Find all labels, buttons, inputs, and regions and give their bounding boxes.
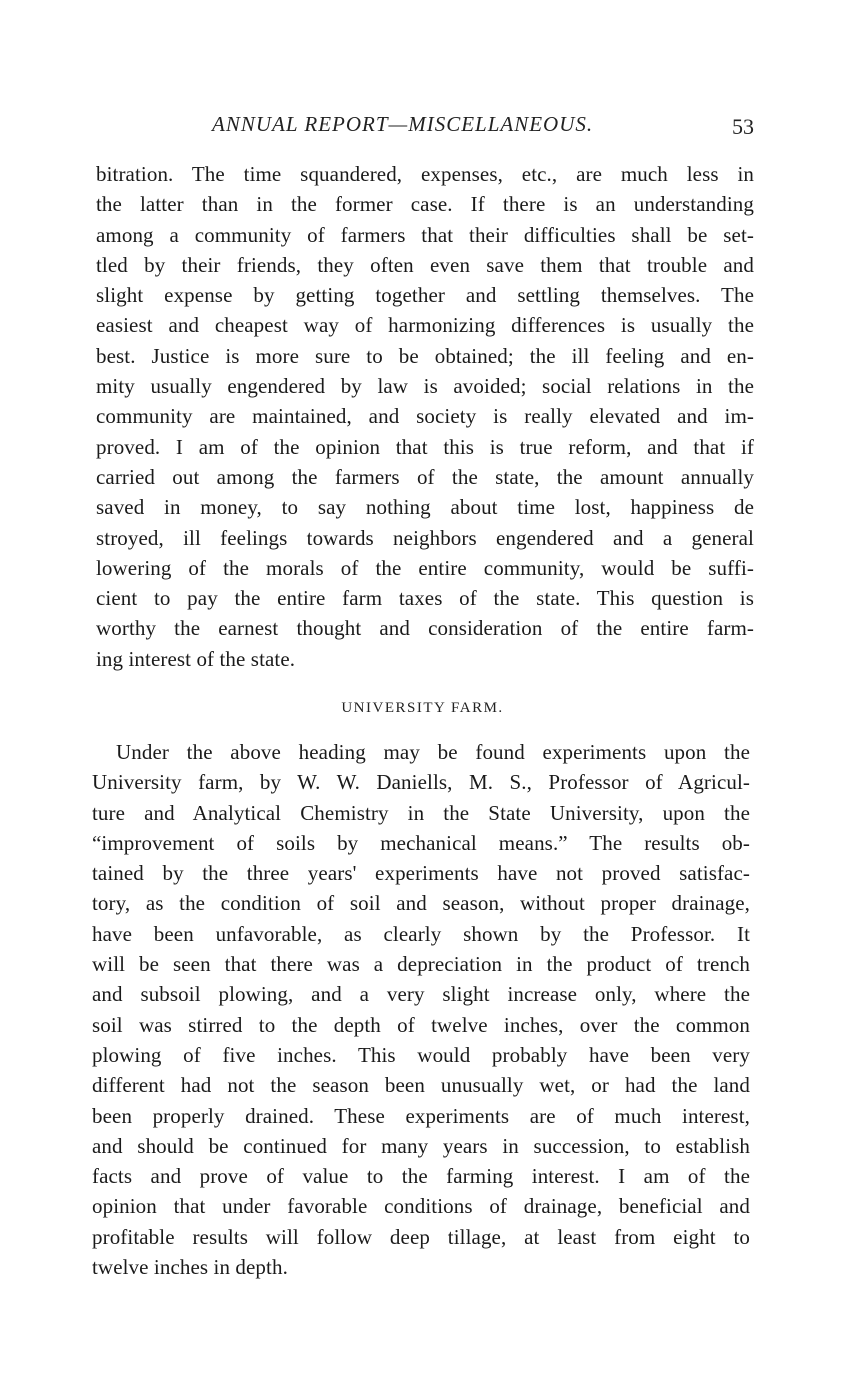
text-line: mity usually engendered by law is avoided; social relations in the — [96, 374, 754, 399]
text-line: lowering of the morals of the entire community, would be suffi- — [96, 555, 754, 580]
text-line: “improvement of soils by mechanical means.” The results ob- — [92, 830, 750, 855]
text-line: plowing of five inches. This would probably have been very — [92, 1042, 750, 1067]
text-line: the latter than in the former case. If there is an understanding — [96, 192, 754, 217]
text-line: opinion that under favorable conditions of drainage, beneficial and — [92, 1194, 750, 1219]
text-line: stroyed, ill feelings towards neighbors engendered and a general — [96, 525, 754, 550]
running-title: ANNUAL REPORT—MISCELLANEOUS. — [212, 112, 594, 136]
text-line: and should be continued for many years in succession, to establish — [92, 1133, 750, 1158]
text-line: best. Justice is more sure to be obtained; the ill feeling and en- — [96, 343, 754, 368]
text-line: tled by their friends, they often even save them that trouble and — [96, 252, 754, 277]
text-line: have been unfavorable, as clearly shown by the Professor. It — [92, 921, 750, 946]
text-line: proved. I am of the opinion that this is true reform, and that if — [96, 434, 754, 459]
text-line: will be seen that there was a depreciation in the product of trench — [92, 952, 750, 977]
text-line: saved in money, to say nothing about time lost, happiness de — [96, 495, 754, 520]
paragraph-university-farm — [92, 737, 750, 1282]
text-line: cient to pay the entire farm taxes of the state. This question is — [96, 586, 754, 611]
text-line: different had not the season been unusually wet, or had the land — [92, 1073, 750, 1098]
page-number: 53 — [732, 114, 754, 139]
paragraph-arbitration — [96, 159, 754, 674]
running-head — [90, 112, 760, 142]
text-line: community are maintained, and society is really elevated and im- — [96, 404, 754, 429]
text-line: bitration. The time squandered, expenses, etc., are much less in — [96, 162, 754, 186]
text-line: slight expense by getting together and settling themselves. The — [96, 283, 754, 308]
section-heading: UNIVERSITY FARM. — [341, 700, 504, 716]
text-line: University farm, by W. W. Daniells, M. S., Professor of Agricul- — [92, 770, 750, 795]
text-line: ing interest of the state. — [96, 646, 296, 671]
text-line: tained by the three years' experiments have not proved satisfac- — [92, 861, 750, 886]
text-line: been properly drained. These experiments are of much interest, — [92, 1103, 750, 1128]
text-line: profitable results will follow deep tillage, at least from eight to — [92, 1224, 750, 1249]
text-line: facts and prove of value to the farming interest. I am of the — [92, 1164, 750, 1189]
text-line: Under the above heading may be found experiments upon the — [116, 740, 750, 764]
text-line: twelve inches in depth. — [92, 1255, 288, 1280]
text-line: among a community of farmers that their difficulties shall be set- — [96, 222, 754, 247]
text-line: worthy the earnest thought and consideration of the entire farm- — [96, 616, 754, 641]
text-line: ture and Analytical Chemistry in the State University, upon the — [92, 800, 750, 825]
text-line: carried out among the farmers of the state, the amount annually — [96, 464, 754, 489]
text-line: soil was stirred to the depth of twelve inches, over the common — [92, 1012, 750, 1037]
text-line: easiest and cheapest way of harmonizing differences is usually the — [96, 313, 754, 338]
text-line: tory, as the condition of soil and season, without proper drainage, — [92, 891, 750, 916]
text-line: and subsoil plowing, and a very slight increase only, where the — [92, 982, 750, 1007]
